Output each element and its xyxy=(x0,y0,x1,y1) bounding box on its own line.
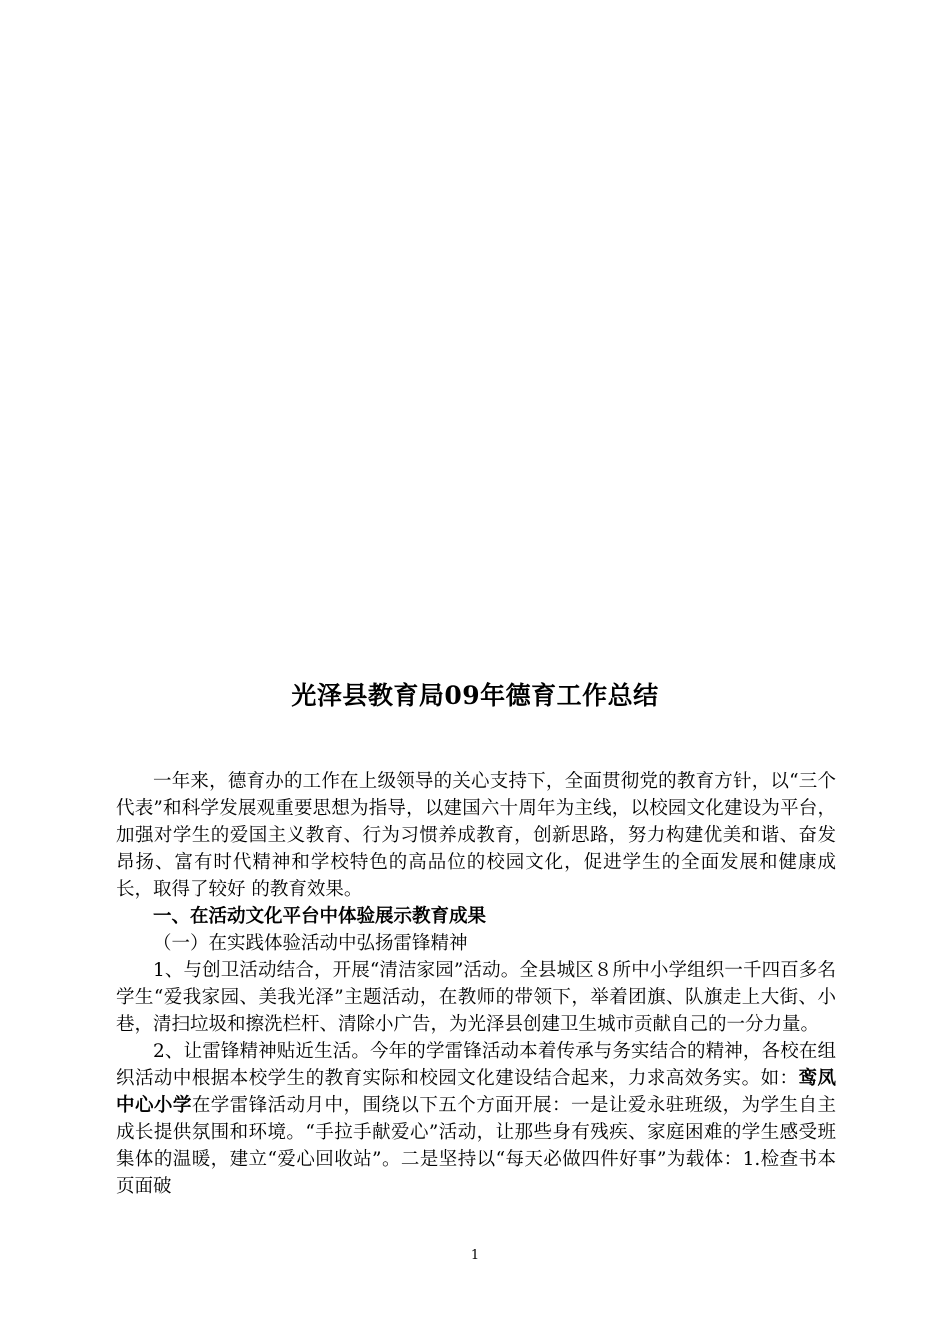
document-title: 光泽县教育局09年德育工作总结 xyxy=(291,681,659,710)
section-heading: 一、在活动文化平台中体验展示教育成果 xyxy=(153,906,487,927)
item2-text-after: 在学雷锋活动月中，围绕以下五个方面开展：一是让爱永驻班级，为学生自主成长提供氛围和环境。“手拉手献爱心”活动，让那些身有残疾、家庭困难的学生感受班集体的温暖，建立“爱心回收站”。二是坚持以“每天必做四件好事”为载体：1.检查书本页面破 xyxy=(116,1095,836,1197)
subsection-heading: （一）在实践体验活动中弘扬雷锋精神 xyxy=(153,933,468,954)
page-number: 1 xyxy=(470,1248,480,1263)
item-paragraph-1: 1、与创卫活动结合，开展“清洁家园”活动。全县城区８所中小学组织一千四百多名学生“爱我家园、美我光泽”主题活动，在教师的带领下，举着团旗、队旗走上大街、小巷，清扫垃圾和擦洗栏杆、清除小广告，为光泽县创建卫生城市贡献自己的一分力量。 xyxy=(116,960,836,1035)
item2-text-before: 2、让雷锋精神贴近生活。今年的学雷锋活动本着传承与务实结合的精神，各校在组织活动中根据本校学生的教育实际和校园文化建设结合起来，力求高效务实。如： xyxy=(116,1041,836,1089)
document-body xyxy=(116,768,836,1200)
school-name-bold: 鸾凤中心小学 xyxy=(116,1068,836,1116)
intro-paragraph: 一年来，德育办的工作在上级领导的关心支持下，全面贯彻党的教育方针，以“三个代表”和科学发展观重要思想为指导，以建国六十周年为主线，以校园文化建设为平台，加强对学生的爱国主义教育、行为习惯养成教育，创新思路，努力构建优美和谐、奋发昂扬、富有时代精神和学校特色的高品位的校园文化，促进学生的全面发展和健康成长，取得了较好 的教育效果。 xyxy=(116,771,836,900)
item-paragraph-2 xyxy=(116,1038,836,1200)
